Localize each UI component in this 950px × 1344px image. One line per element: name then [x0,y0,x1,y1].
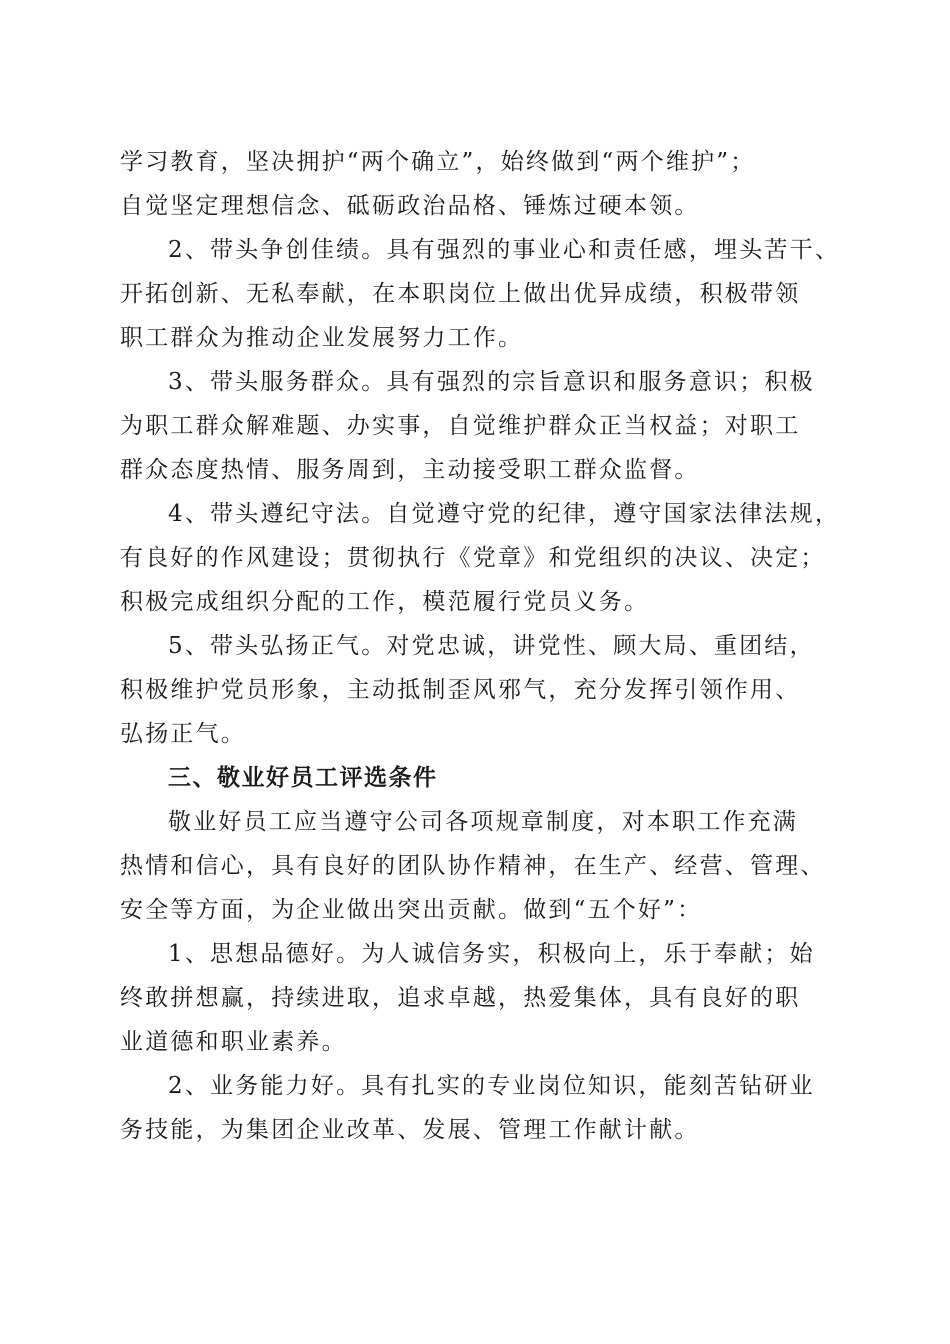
text-line: 积极维护党员形象，主动抵制歪风邪气，充分发挥引领作用、 [120,677,801,703]
text-line: 5、带头弘扬正气。对党忠诚，讲党性、顾大局、重团结， [168,633,815,659]
text-line: 职工群众为推动企业发展努力工作。 [120,325,524,351]
text-line: 务技能，为集团企业改革、发展、管理工作献计献。 [120,1117,700,1143]
text-line: 积极完成组织分配的工作，模范履行党员义务。 [120,589,650,615]
text-line: 热情和信心，具有良好的团队协作精神，在生产、经营、管理、 [120,853,826,879]
text-line: 4、带头遵纪守法。自觉遵守党的纪律，遵守国家法律法规， [168,501,841,527]
text-line: 开拓创新、无私奉献，在本职岗位上做出优异成绩，积极带领 [120,281,801,307]
text-line: 2、带头争创佳绩。具有强烈的事业心和责任感，埋头苦干、 [168,237,841,263]
text-line: 安全等方面，为企业做出突出贡献。做到“五个好”： [120,897,703,923]
text-line: 群众态度热情、服务周到，主动接受职工群众监督。 [120,457,700,483]
text-line: 3、带头服务群众。具有强烈的宗旨意识和服务意识；积极 [168,369,815,395]
document-body [120,140,840,1152]
text-line: 自觉坚定理想信念、砥砺政治品格、锤炼过硬本领。 [120,193,700,219]
text-line: 敬业好员工应当遵守公司各项规章制度，对本职工作充满 [168,809,798,835]
text-line: 业道德和职业素养。 [120,1029,347,1055]
text-line: 2、业务能力好。具有扎实的专业岗位知识，能刻苦钻研业 [168,1073,815,1099]
section-heading: 三、敬业好员工评选条件 [168,765,438,791]
text-line: 弘扬正气。 [120,721,246,747]
text-line: 为职工群众解难题、办实事，自觉维护群众正当权益；对职工 [120,413,801,439]
text-line: 1、思想品德好。为人诚信务实，积极向上，乐于奉献；始 [168,941,815,967]
text-line: 有良好的作风建设；贯彻执行《党章》和党组织的决议、决定； [120,545,826,571]
text-line: 学习教育，坚决拥护“两个确立”，始终做到“两个维护”； [120,149,756,175]
text-line: 终敢拼想赢，持续进取，追求卓越，热爱集体，具有良好的职 [120,985,801,1011]
